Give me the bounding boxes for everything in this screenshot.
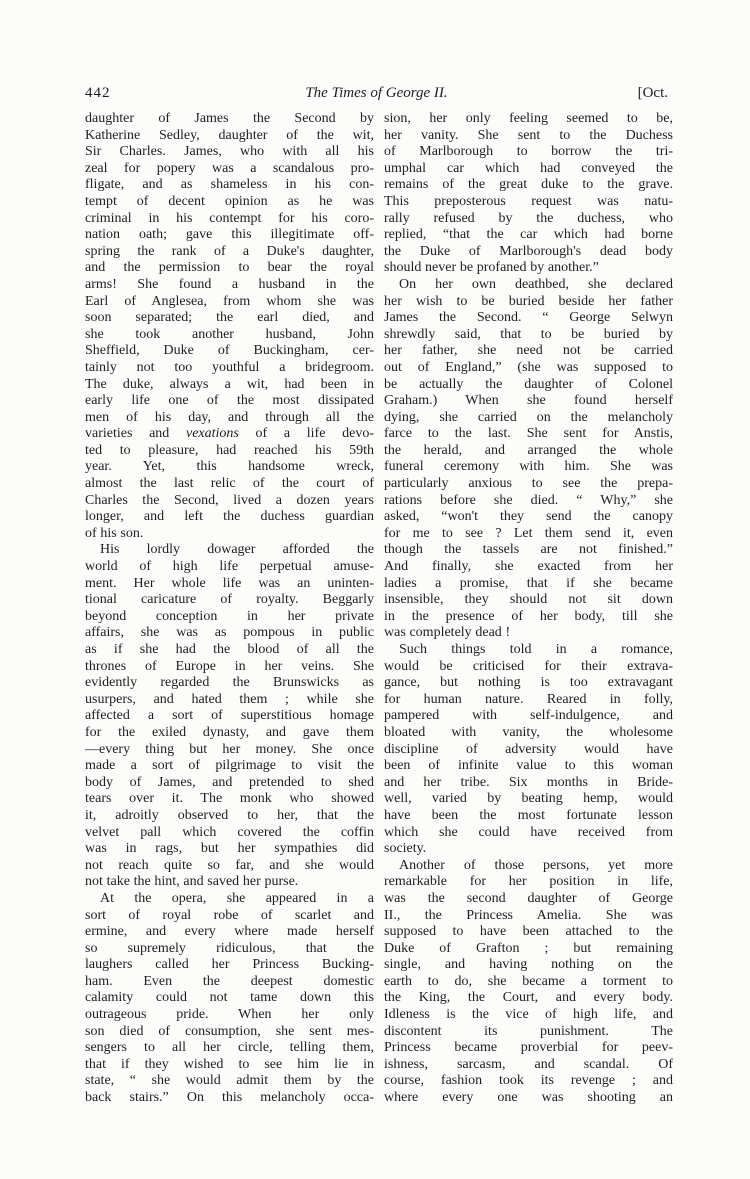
text-line: the King, the Court, and every body. [384, 990, 673, 1006]
page-title: The Times of George II. [305, 85, 448, 101]
paragraph [384, 111, 673, 277]
text-line: gance, but nothing is too extravagant [384, 675, 673, 691]
text-line: which she could have received from [384, 824, 673, 840]
paragraph [384, 642, 673, 858]
paragraph [85, 542, 374, 890]
text-line: At the opera, she appeared in a [100, 890, 374, 906]
text-line: zeal for popery was a scandalous pro- [85, 160, 374, 176]
text-line: world of high life perpetual amuse- [85, 559, 374, 575]
text-line: rally refused by the duchess, who [384, 210, 673, 226]
text-line: made a sort of pilgrimage to visit the [85, 758, 374, 774]
text-line: II., the Princess Amelia. She was [384, 907, 673, 923]
text-line: not take the hint, and saved her purse. [85, 874, 299, 890]
text-line: Graham.) When she found herself [384, 393, 673, 409]
text-line: ermine, and every where made herself [85, 924, 374, 940]
text-line: bloated with vanity, the wholesome [384, 724, 673, 740]
text-line: society. [384, 841, 427, 857]
text-line: umphal car which had conveyed the [384, 160, 673, 176]
text-line: nation oath; gave this illegitimate off- [85, 227, 374, 243]
text-line: sion, her only feeling seemed to be, [384, 111, 673, 126]
paragraph [384, 858, 673, 1107]
text-line: daughter of James the Second by [85, 111, 374, 126]
text-line: though the tassels are not finished.” [384, 542, 673, 558]
text-line: state, “ she would admit them by the [85, 1073, 374, 1089]
text-line: James the Second. “ George Selwyn [384, 310, 673, 326]
text-line: supposed to have been attached to the [384, 924, 673, 940]
text-line: almost the last relic of the court of [85, 476, 374, 492]
text-line: Charles the Second, lived a dozen years [85, 492, 374, 508]
text-line: outrageous pride. When her only [85, 1007, 374, 1023]
text-line: year. Yet, this handsome wreck, [85, 459, 374, 475]
text-line: calamity could not tame down this [85, 990, 374, 1006]
text-line: tears over it. The monk who showed [85, 791, 374, 807]
text-line: soon separated; the earl died, and [85, 310, 374, 326]
text-line: fligate, and as shameless in his con- [85, 177, 374, 193]
text-line: earth to do, she became a torment to [384, 973, 673, 989]
text-line: body of James, and pretended to shed [85, 774, 374, 790]
text-line: well, varied by beating hemp, would [384, 791, 673, 807]
text-line: Duke of Grafton ; but remaining [384, 940, 673, 956]
text-line: —every thing but her money. She once [85, 741, 374, 757]
text-columns [85, 111, 673, 1107]
text-line: would be criticised for their extrava- [384, 658, 673, 674]
text-line: for human nature. Reared in folly, [384, 691, 673, 707]
text-line: Sir Charles. James, who with all his [85, 144, 374, 160]
text-line: His lordly dowager afforded the [100, 542, 374, 558]
text-line: velvet pall which covered the coffin [85, 824, 374, 840]
text-line: so supremely ridiculous, that the [85, 940, 374, 956]
text-line: not reach quite so far, and she would [85, 857, 374, 873]
text-line: for me to see ? Let them send it, even [384, 525, 673, 541]
text-line: remarkable for her position in life, [384, 874, 673, 890]
text-line: insensible, they should not sit down [384, 592, 673, 608]
text-line: particularly anxious to see the prepa- [384, 476, 673, 492]
text-line: ladies a promise, that if she became [384, 575, 673, 591]
text-line: criminal in his contempt for his coro- [85, 210, 374, 226]
text-line: the Duke of Marlborough's dead body [384, 243, 673, 259]
text-line: Katherine Sedley, daughter of the wit, [85, 127, 374, 143]
text-line: dying, she carried on the melancholy [384, 409, 673, 425]
paragraph [85, 891, 374, 1107]
paragraph [85, 111, 374, 542]
text-line: the herald, and arranged the whole [384, 442, 673, 458]
text-line: it, adroitly observed to her, that the [85, 807, 374, 823]
text-line: son died of consumption, she sent mes- [85, 1023, 374, 1039]
text-line: beyond conception in her private [85, 608, 374, 624]
text-line: for the exiled dynasty, and gave them [85, 724, 374, 740]
column-left [85, 111, 374, 1107]
text-line: as if she had the blood of all the [85, 642, 374, 657]
text-line: The duke, always a wit, had been in [85, 376, 374, 392]
text-line: Another of those persons, yet more [399, 857, 673, 873]
text-line: her father, she need not be carried [384, 343, 673, 359]
running-head [85, 84, 668, 102]
text-line: tempt of decent opinion as he was [85, 193, 374, 209]
paragraph [384, 277, 673, 642]
text-line: And finally, she exacted from her [384, 559, 673, 575]
text-line: out of England,” (she was supposed to [384, 359, 673, 375]
text-line: Such things told in a romance, [399, 642, 673, 657]
text-line: and her tribe. Six months in Bride- [384, 774, 673, 790]
text-line: replied, “that the car which had borne [384, 227, 673, 243]
text-line: early life one of the most dissipated [85, 393, 374, 409]
text-line: of his son. [85, 525, 144, 541]
text-line: affected a sort of superstitious homage [85, 708, 374, 724]
text-line: single, and having nothing on the [384, 957, 673, 973]
text-line: sengers to all her circle, telling them, [85, 1040, 374, 1056]
text-line: where every one was shooting an [384, 1090, 673, 1106]
text-line: ishness, sarcasm, and scandal. Of [384, 1056, 673, 1072]
text-line: farce to the last. She sent for Anstis, [384, 426, 673, 442]
text-line: usurpers, and hated them ; while she [85, 691, 374, 707]
text-line: tional caricature of royalty. Beggarly [85, 592, 374, 608]
text-line: Earl of Anglesea, from whom she was [85, 293, 374, 309]
text-line: On her own deathbed, she declared [399, 276, 673, 292]
text-line: ment. Her whole life was an uninten- [85, 575, 374, 591]
text-line: longer, and left the duchess guardian [85, 509, 374, 525]
text-line: been of infinite value to this woman [384, 758, 673, 774]
text-line: tainly not too youthful a bridegroom. [85, 359, 374, 375]
date-mark: [Oct. [637, 85, 668, 101]
text-line: that if they wished to see him lie in [85, 1056, 374, 1072]
page-number: 442 [85, 85, 111, 101]
text-line: This preposterous request was natu- [384, 193, 673, 209]
text-line: remains of the great duke to the grave. [384, 177, 673, 193]
text-line: in the presence of her body, till she [384, 608, 673, 624]
text-line: Idleness is the vice of high life, and [384, 1007, 673, 1023]
text-line: funeral ceremony with him. She was [384, 459, 673, 475]
text-line: shrewdly said, that to be buried by [384, 326, 673, 342]
text-line: pampered with self-indulgence, and [384, 708, 673, 724]
text-line: affairs, she was as pompous in public [85, 625, 374, 641]
text-line: Sheffield, Duke of Buckingham, cer- [85, 343, 374, 359]
text-line: rations before she died. “ Why,” she [384, 492, 673, 508]
text-line: was in rags, but her sympathies did [85, 841, 374, 857]
text-line: she took another husband, John [85, 326, 374, 342]
text-line: laughers called her Princess Bucking- [85, 957, 374, 973]
text-line: spring the rank of a Duke's daughter, [85, 243, 374, 259]
text-line: her wish to be buried beside her father [384, 293, 673, 309]
text-line: was the second daughter of George [384, 890, 673, 906]
text-line: of Marlborough to borrow the tri- [384, 144, 673, 160]
text-line: sort of royal robe of scarlet and [85, 907, 374, 923]
text-line: arms! She found a husband in the [85, 276, 374, 292]
text-line: evidently regarded the Brunswicks as [85, 675, 374, 691]
text-line: have been the most fortunate lesson [384, 807, 673, 823]
text-line: was completely dead ! [384, 625, 511, 641]
text-line: ham. Even the deepest domestic [85, 973, 374, 989]
text-line: and the permission to bear the royal [85, 260, 374, 276]
text-line: course, fashion took its revenge ; and [384, 1073, 673, 1089]
text-line: back stairs.” On this melancholy occa- [85, 1090, 374, 1106]
column-right [384, 111, 673, 1107]
text-line: thrones of Europe in her veins. She [85, 658, 374, 674]
text-line: her vanity. She sent to the Duchess [384, 127, 673, 143]
text-line: discipline of adversity would have [384, 741, 673, 757]
text-line: discontent its punishment. The [384, 1023, 673, 1039]
text-line: should never be profaned by another.” [384, 260, 599, 276]
text-line: be actually the daughter of Colonel [384, 376, 673, 392]
text-line: asked, “won't they send the canopy [384, 509, 673, 525]
text-line: Princess became proverbial for peev- [384, 1040, 673, 1056]
text-line: varieties and vexations of a life devo- [85, 426, 374, 442]
text-line: ted to pleasure, had reached his 59th [85, 442, 374, 458]
text-line: men of his day, and through all the [85, 409, 374, 425]
